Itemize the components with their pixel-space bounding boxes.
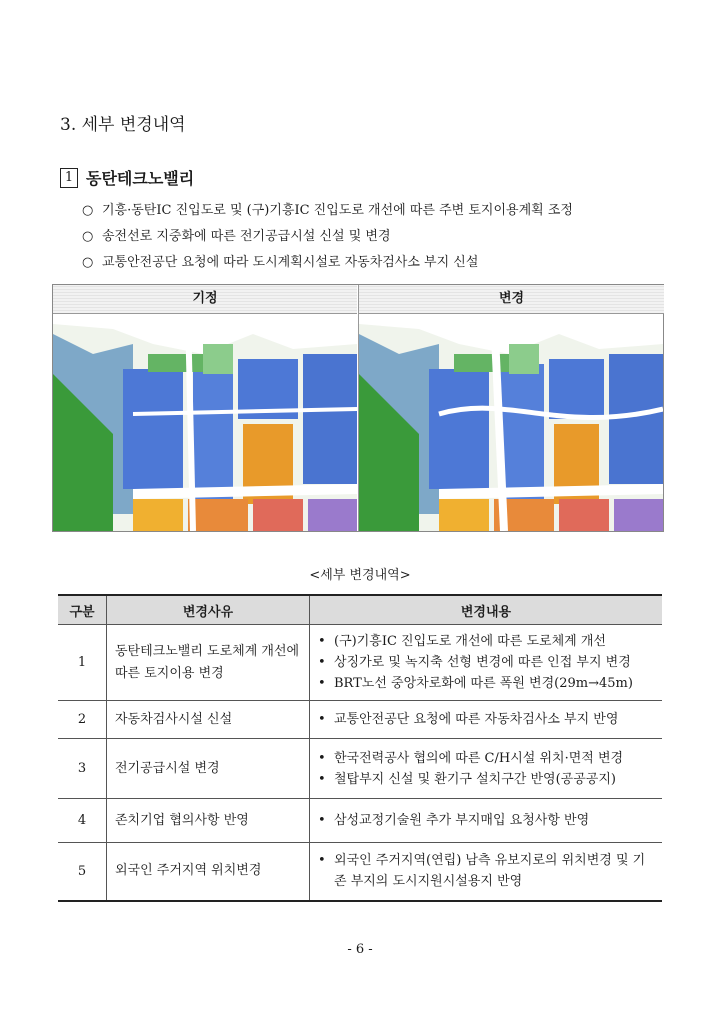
- row-number: 4: [58, 799, 107, 843]
- table-row: [58, 625, 662, 701]
- map-before-image: [53, 314, 357, 531]
- summary-bullet: ○ 교통안전공단 요청에 따라 도시계획시설로 자동차검사소 부지 신설: [82, 250, 573, 276]
- row-reason: 동탄테크노밸리 도로체계 개선에 따른 토지이용 변경: [107, 625, 310, 701]
- row-reason: 자동차검사시설 신설: [107, 701, 310, 739]
- content-item: • 철탑부지 신설 및 환기구 설치구간 반영(공공공지): [318, 769, 654, 790]
- row-contents: [310, 701, 663, 739]
- header-reason: 변경사유: [107, 595, 310, 625]
- row-number: 5: [58, 843, 107, 901]
- circle-bullet-icon: ○: [82, 229, 94, 244]
- row-contents: [310, 739, 663, 799]
- map-label-after: 변경: [358, 285, 664, 314]
- summary-bullet: ○ 송전선로 지중화에 따른 전기공급시설 신설 및 변경: [82, 224, 573, 250]
- subsection-title: [60, 166, 194, 189]
- table-header-row: [58, 595, 662, 625]
- content-item: • 교통안전공단 요청에 따른 자동차검사소 부지 반영: [318, 709, 654, 730]
- row-reason: 존치기업 협의사항 반영: [107, 799, 310, 843]
- map-label-before: 기정: [53, 285, 357, 314]
- content-item: • 상징가로 및 녹지축 선형 변경에 따른 인접 부지 변경: [318, 652, 654, 673]
- content-item: • BRT노선 중앙차로화에 따른 폭원 변경(29m→45m): [318, 673, 654, 694]
- row-number: 2: [58, 701, 107, 739]
- page-number: - 6 -: [347, 942, 373, 957]
- section-title: 3. 세부 변경내역: [60, 115, 186, 135]
- subsection-number: 1: [60, 168, 78, 188]
- content-item: • 한국전력공사 협의에 따른 C/H시설 위치·면적 변경: [318, 748, 654, 769]
- summary-bullets: [82, 198, 573, 276]
- row-reason: 외국인 주거지역 위치변경: [107, 843, 310, 901]
- row-number: 1: [58, 625, 107, 701]
- content-item: • (구)기흥IC 진입도로 개선에 따른 도로체계 개선: [318, 631, 654, 652]
- table-caption: <세부 변경내역>: [309, 568, 411, 583]
- row-contents: [310, 843, 663, 901]
- content-item: • 삼성교정기술원 추가 부지매입 요청사항 반영: [318, 810, 654, 831]
- subsection-title-text: 동탄테크노밸리: [86, 169, 195, 188]
- table-row: [58, 799, 662, 843]
- land-use-map-comparison: [52, 284, 664, 532]
- header-category: 구분: [58, 595, 107, 625]
- table-row: [58, 843, 662, 901]
- circle-bullet-icon: ○: [82, 255, 94, 270]
- summary-bullet: ○ 기흥·동탄IC 진입도로 및 (구)기흥IC 진입도로 개선에 따른 주변 토지이용계획 조정: [82, 198, 573, 224]
- header-contents: 변경내용: [310, 595, 663, 625]
- change-details-table: [58, 594, 662, 902]
- row-number: 3: [58, 739, 107, 799]
- map-after-image: [358, 314, 663, 531]
- row-contents: [310, 799, 663, 843]
- content-item: • 외국인 주거지역(연립) 남측 유보지로의 위치변경 및 기존 부지의 도시지원시설용지 반영: [318, 850, 654, 892]
- row-contents: [310, 625, 663, 701]
- table-row: [58, 701, 662, 739]
- table-row: [58, 739, 662, 799]
- circle-bullet-icon: ○: [82, 203, 94, 218]
- row-reason: 전기공급시설 변경: [107, 739, 310, 799]
